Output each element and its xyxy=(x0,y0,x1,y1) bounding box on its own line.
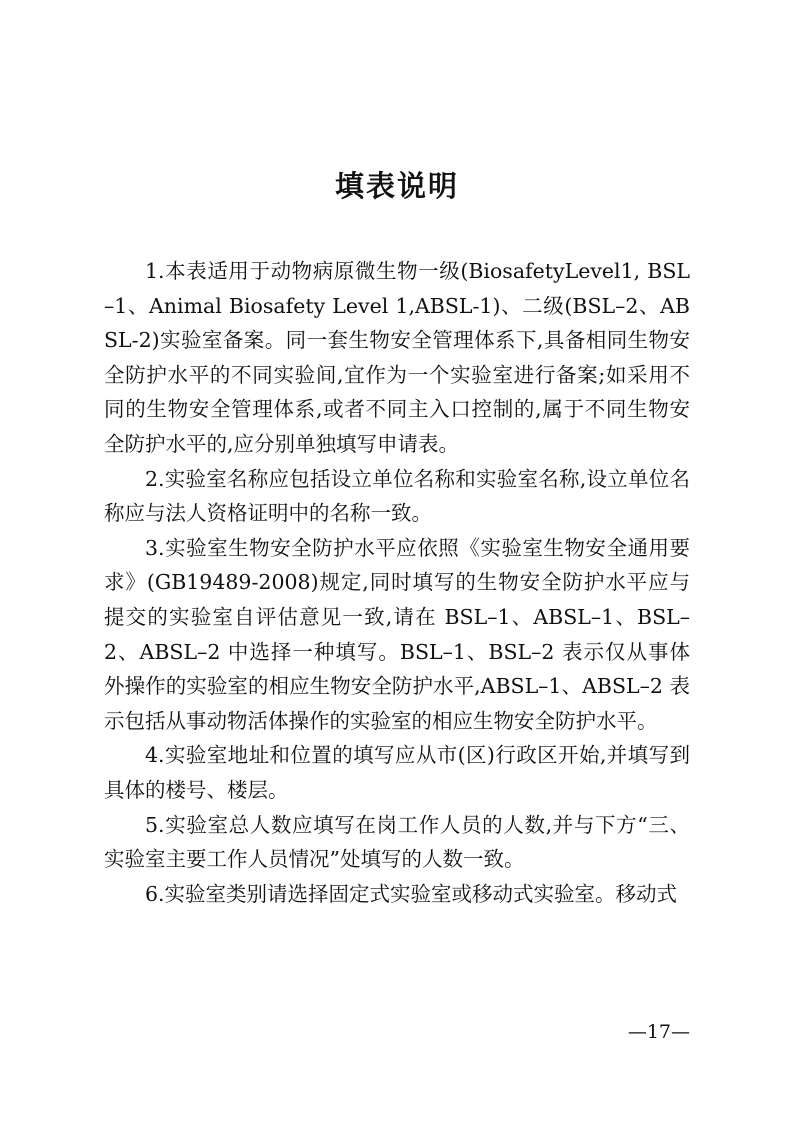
instruction-paragraph-6: 6.实验室类别请选择固定式实验室或移动式实验室。移动式 xyxy=(145,881,678,906)
instruction-paragraph-3: 3.实验室生物安全防护水平应依照《实验室生物安全通用要求》(GB19489-2008)规定,同时填写的生物安全防护水平应与提交的实验室自评估意见一致,请在 BSL–1、ABSL–1、BSL–2、ABSL–2 中选择一种填写。BSL–1、BSL–2 表示仅从事体外操作的实验室的相应生物安全防护水平,ABSL–1、ABSL–2 表示包括从事动物活体操作的实验室的相应生物安全防护水平。 xyxy=(104,535,690,733)
page-title: 填表说明 xyxy=(334,169,459,203)
instruction-paragraph-1: 1.本表适用于动物病原微生物一级(BiosafetyLevel1, BSL–1、Animal Biosafety Level 1,ABSL-1)、二级(BSL–2、ABSL-2)实验室备案。同一套生物安全管理体系下,具备相同生物安全防护水平的不同实验间,宜作为一个实验室进行备案;如采用不同的生物安全管理体系,或者不同主入口控制的,属于不同生物安全防护水平的,应分别单独填写申请表。 xyxy=(104,259,690,456)
page-number: —17— xyxy=(627,1021,690,1043)
instruction-paragraph-2: 2.实验室名称应包括设立单位名称和实验室名称,设立单位名称应与法人资格证明中的名称一致。 xyxy=(104,466,690,526)
instructions-body xyxy=(104,254,690,911)
instruction-paragraph-5: 5.实验室总人数应填写在岗工作人员的人数,并与下方“三、实验室主要工作人员情况”处填写的人数一致。 xyxy=(104,812,690,872)
instruction-paragraph-4: 4.实验室地址和位置的填写应从市(区)行政区开始,并填写到具体的楼号、楼层。 xyxy=(104,743,690,802)
